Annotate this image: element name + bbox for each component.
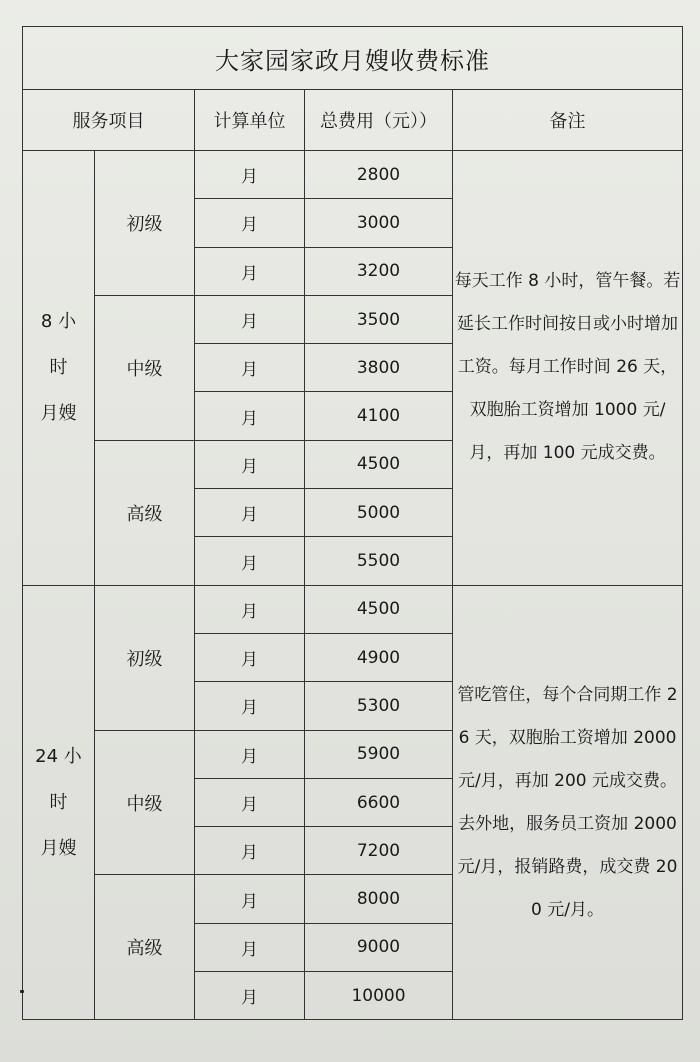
unit-cell: 月 — [195, 633, 305, 681]
unit-cell: 月 — [195, 827, 305, 875]
unit-cell: 月 — [195, 923, 305, 971]
service-category — [23, 585, 95, 1020]
remark-note: 每天工作 8 小时，管午餐。若延长工作时间按日或小时增加工资。每月工作时间 26 天，双胞胎工资增加 1000 元/月，再加 100 元成交费。 — [453, 151, 683, 586]
service-category — [23, 151, 95, 586]
unit-cell: 月 — [195, 875, 305, 923]
category-line: 月嫂 — [40, 402, 77, 424]
table-title: 大家园家政月嫂收费标准 — [23, 27, 683, 90]
service-level: 高级 — [95, 440, 195, 585]
fee-cell: 5900 — [305, 730, 453, 778]
fee-cell: 5500 — [305, 537, 453, 585]
fee-cell: 10000 — [305, 972, 453, 1020]
service-level: 初级 — [95, 151, 195, 296]
fee-cell: 5300 — [305, 682, 453, 730]
fee-cell: 4500 — [305, 440, 453, 488]
unit-cell: 月 — [195, 295, 305, 343]
header-total: 总费用（元）） — [305, 90, 453, 151]
category-line: 时 — [49, 791, 68, 813]
service-level: 高级 — [95, 875, 195, 1020]
header-remark: 备注 — [453, 90, 683, 151]
service-level: 初级 — [95, 585, 195, 730]
fee-cell: 5000 — [305, 489, 453, 537]
fee-cell: 4100 — [305, 392, 453, 440]
fee-cell: 4900 — [305, 633, 453, 681]
remark-note: 管吃管住，每个合同期工作 26 天，双胞胎工资增加 2000 元/月，再加 200 元成交费。去外地，服务员工资加 2000 元/月，报销路费，成交费 200 元/月。 — [453, 585, 683, 1020]
service-level: 中级 — [95, 295, 195, 440]
unit-cell: 月 — [195, 489, 305, 537]
unit-cell: 月 — [195, 344, 305, 392]
category-line: 时 — [49, 356, 68, 378]
table-row — [23, 585, 683, 633]
unit-cell: 月 — [195, 537, 305, 585]
fee-table — [22, 26, 683, 1020]
unit-cell: 月 — [195, 972, 305, 1020]
fee-cell: 4500 — [305, 585, 453, 633]
category-line: 8 小 — [40, 310, 77, 332]
fee-cell: 8000 — [305, 875, 453, 923]
unit-cell: 月 — [195, 440, 305, 488]
header-unit: 计算单位 — [195, 90, 305, 151]
unit-cell: 月 — [195, 199, 305, 247]
unit-cell: 月 — [195, 585, 305, 633]
fee-cell: 3500 — [305, 295, 453, 343]
unit-cell: 月 — [195, 778, 305, 826]
unit-cell: 月 — [195, 151, 305, 199]
fee-cell: 7200 — [305, 827, 453, 875]
header-service: 服务项目 — [23, 90, 195, 151]
fee-cell: 3800 — [305, 344, 453, 392]
category-line: 24 小 — [35, 745, 82, 767]
table-row — [23, 151, 683, 199]
unit-cell: 月 — [195, 730, 305, 778]
unit-cell: 月 — [195, 392, 305, 440]
fee-cell: 3000 — [305, 199, 453, 247]
category-line: 月嫂 — [40, 837, 77, 859]
unit-cell: 月 — [195, 247, 305, 295]
fee-cell: 2800 — [305, 151, 453, 199]
ink-dot — [20, 990, 24, 993]
fee-cell: 3200 — [305, 247, 453, 295]
unit-cell: 月 — [195, 682, 305, 730]
service-level: 中级 — [95, 730, 195, 875]
fee-cell: 9000 — [305, 923, 453, 971]
fee-cell: 6600 — [305, 778, 453, 826]
